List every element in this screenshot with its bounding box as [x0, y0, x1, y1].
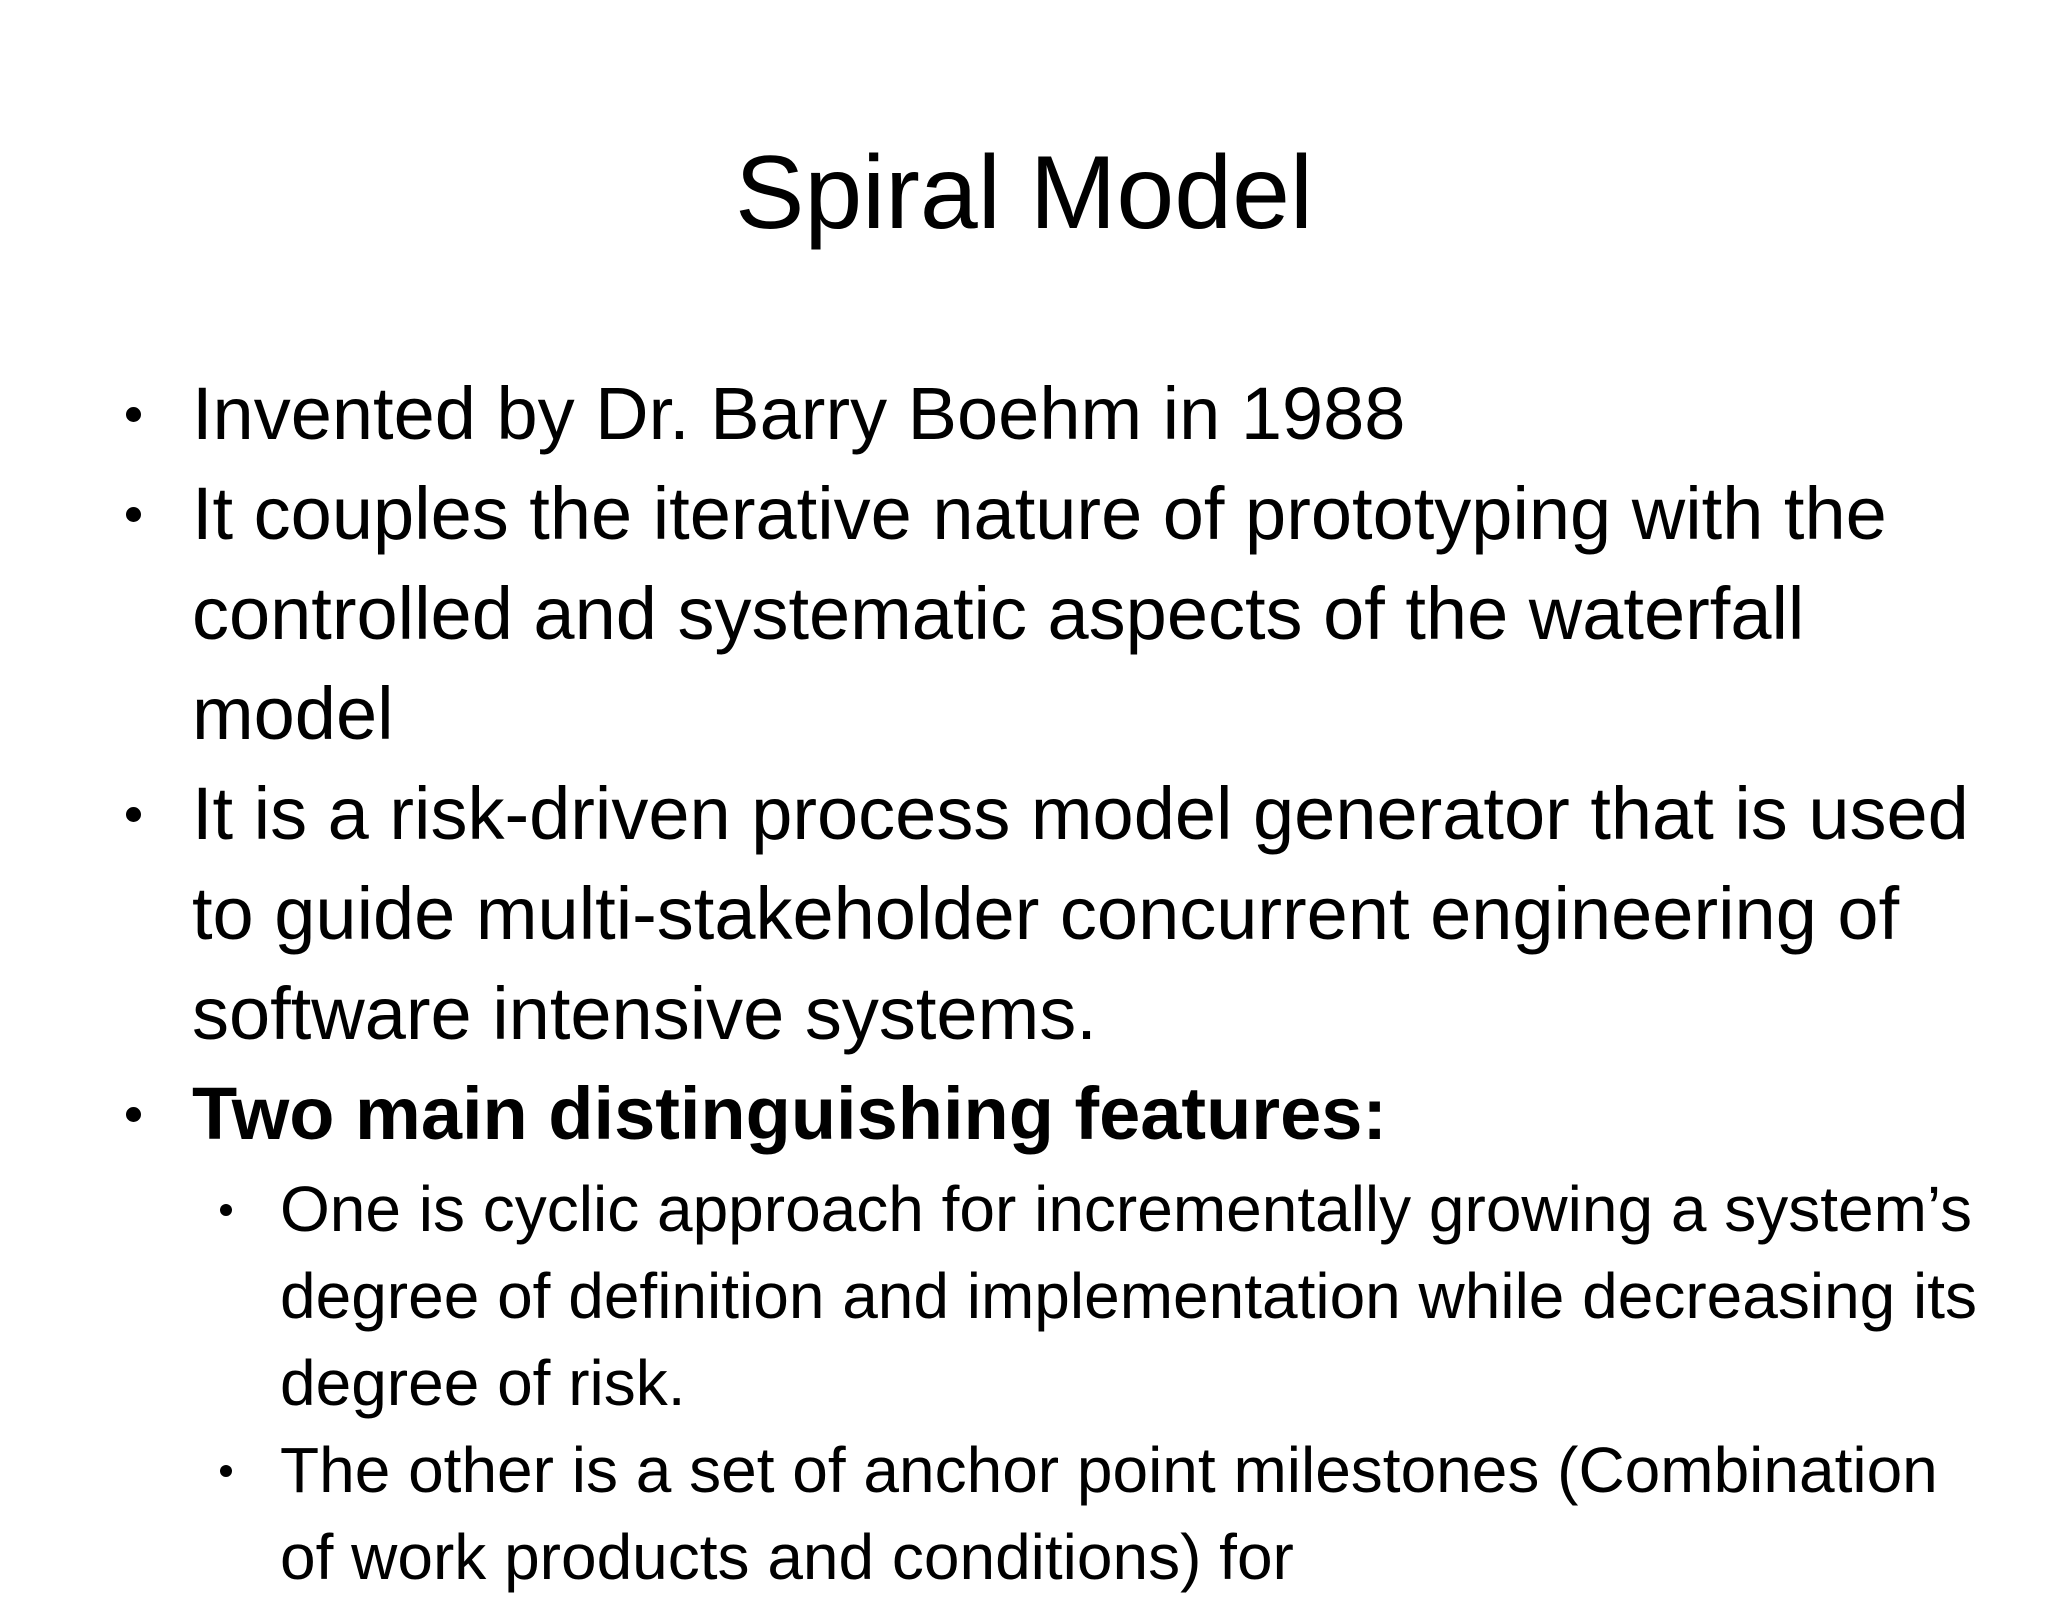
bullet-dot-icon: [126, 807, 141, 822]
slide-title: Spiral Model: [734, 135, 1314, 251]
bullet-item: [0, 764, 2048, 1064]
bullet-text: Invented by Dr. Barry Boehm in 1988: [192, 372, 1406, 455]
sub-bullet-item: [0, 1166, 2048, 1427]
bullet-item: [0, 464, 2048, 764]
sub-bullet-dot-icon: [220, 1204, 232, 1216]
sub-bullet-item: [0, 1427, 2048, 1601]
bullet-text: It couples the iterative nature of prototyping with the controlled and systematic aspects of the waterfall model: [192, 472, 1887, 755]
bullet-list: [0, 364, 2048, 1164]
sub-bullet-text: The other is a set of anchor point milestones (Combination of work products and conditions) for: [280, 1434, 1938, 1593]
sub-bullet-text: One is cyclic approach for incrementally growing a system’s degree of definition and implementation while decreasing its degree of risk.: [280, 1173, 1978, 1419]
sub-bullet-list: [0, 1166, 2048, 1601]
bullet-item: [0, 364, 2048, 464]
bullet-dot-icon: [126, 507, 141, 522]
bullet-dot-icon: [126, 407, 141, 422]
sub-bullet-dot-icon: [220, 1465, 232, 1477]
bullet-dot-icon: [126, 1107, 141, 1122]
bullet-text: It is a risk-driven process model generator that is used to guide multi-stakeholder concurrent engineering of software intensive systems.: [192, 772, 1969, 1055]
bullet-item: [0, 1064, 2048, 1164]
bullet-text-heading: Two main distinguishing features:: [192, 1072, 1388, 1155]
